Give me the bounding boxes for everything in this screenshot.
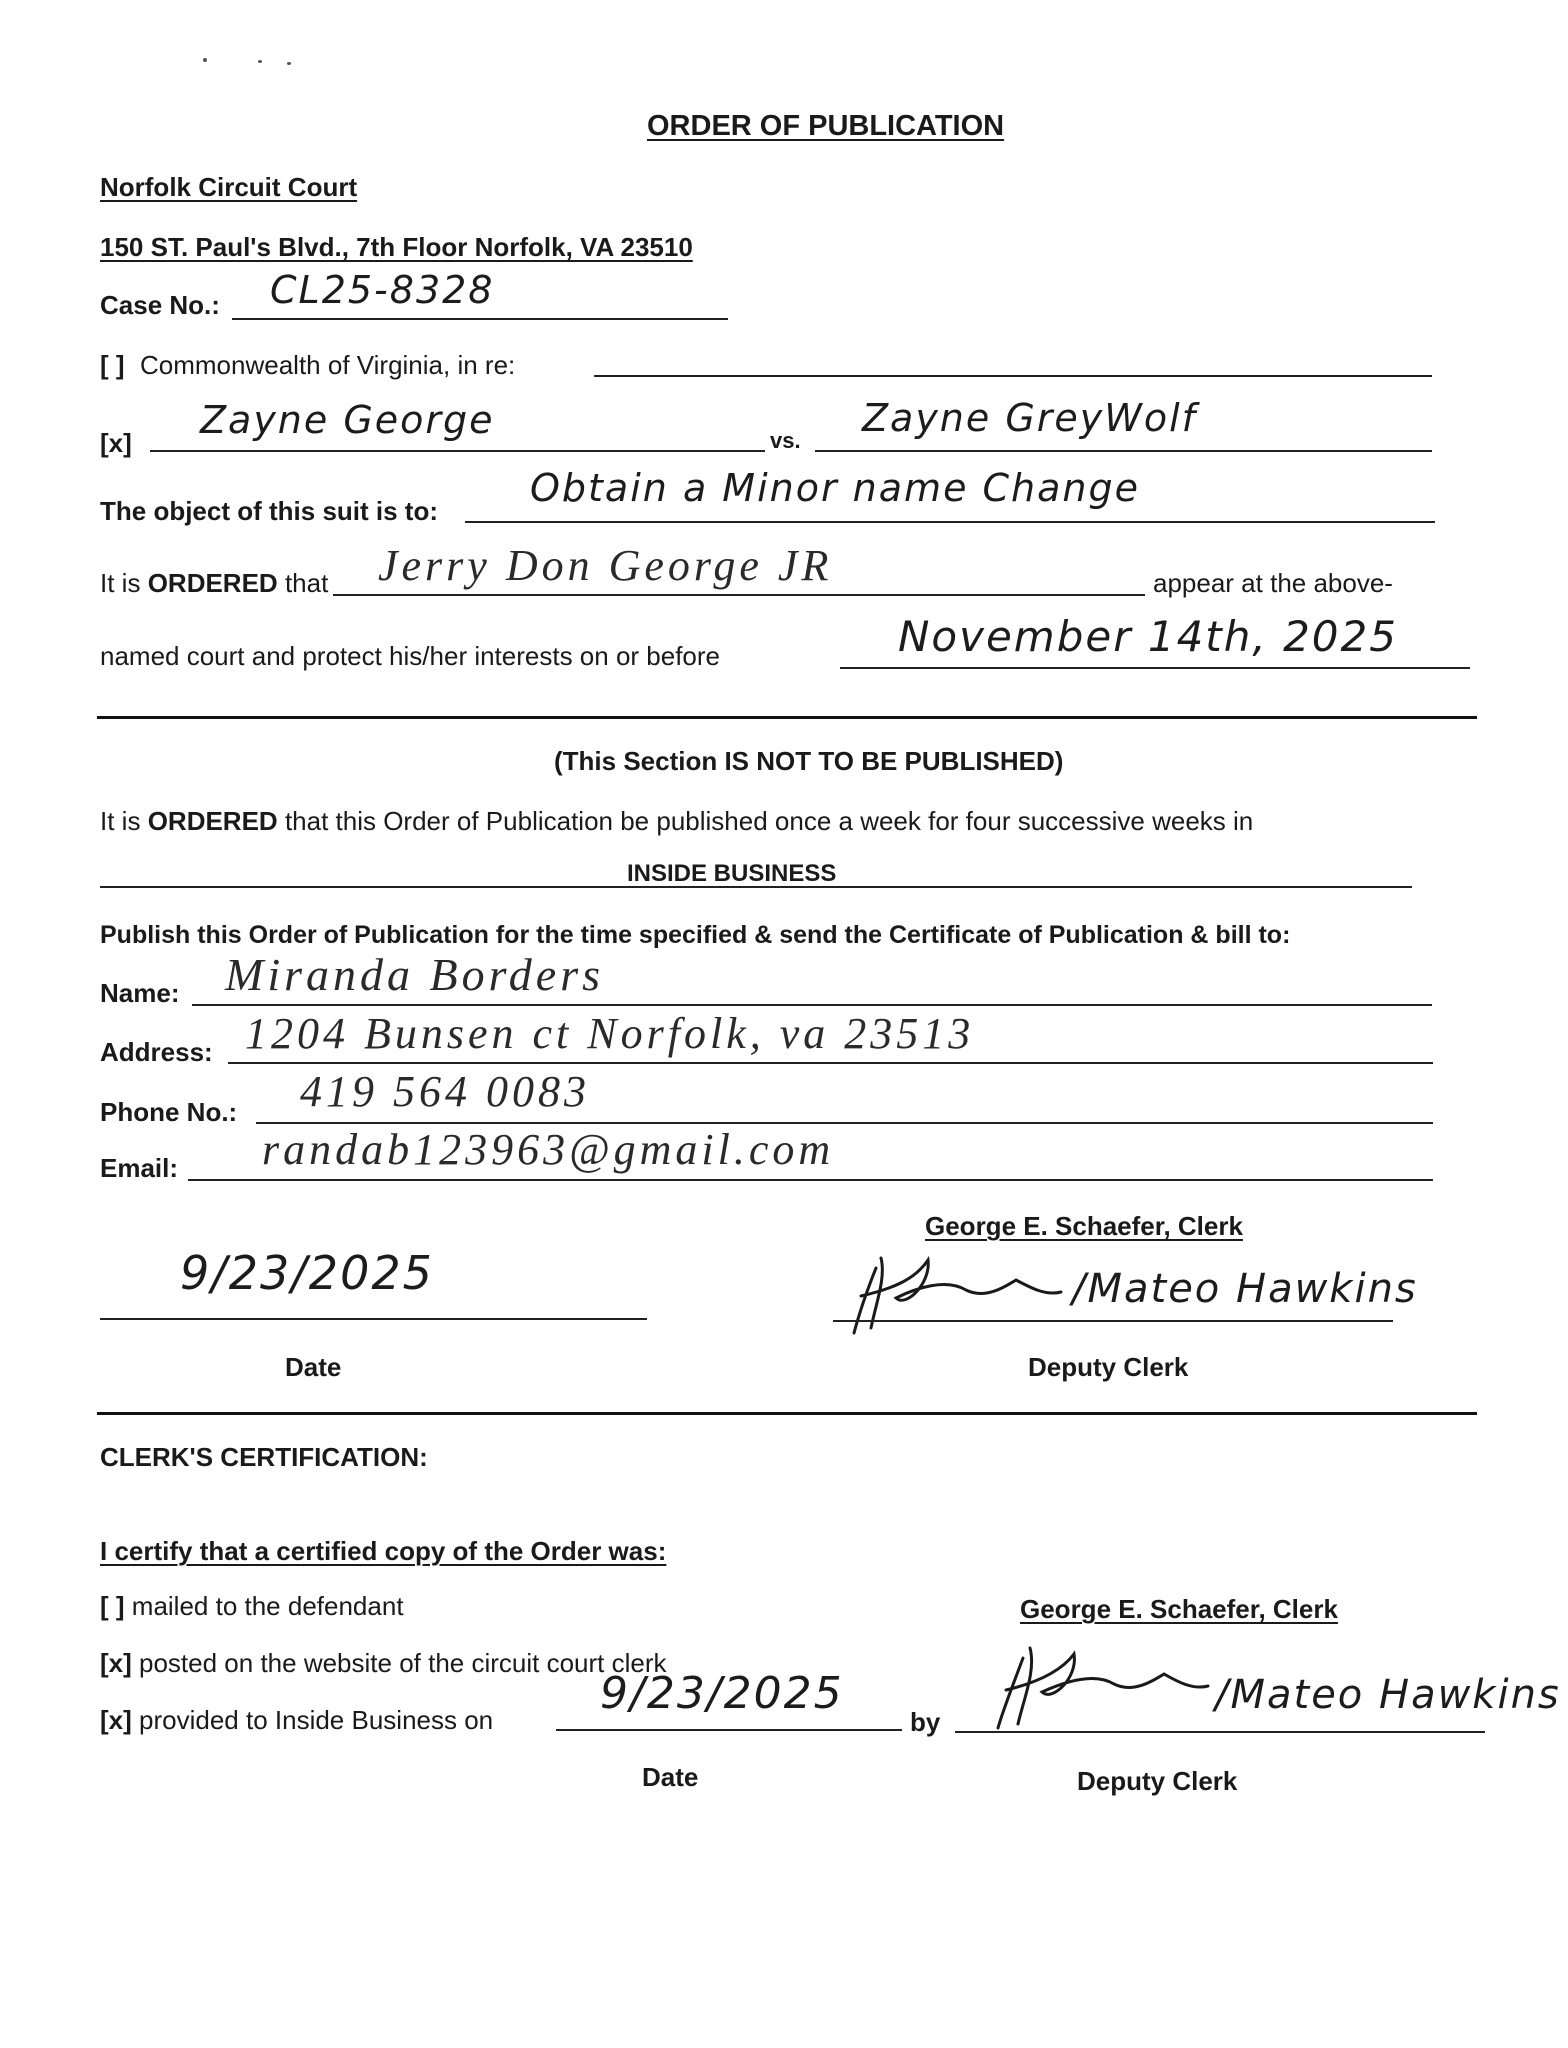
court-address: 150 ST. Paul's Blvd., 7th Floor Norfolk, VA 23510: [100, 232, 693, 262]
email-line: [188, 1179, 1433, 1181]
order-date-line: [100, 1318, 647, 1320]
signature-scribble-2: [978, 1640, 1228, 1732]
contact-name: Miranda Borders: [225, 949, 605, 1000]
appear-date-line: [840, 667, 1470, 669]
commonwealth-checkbox: [ ]: [100, 350, 125, 380]
clerk-name-2: George E. Schaefer, Clerk: [1020, 1594, 1338, 1624]
cert-checkbox-mailed: [ ]: [100, 1591, 125, 1621]
contact-address: 1204 Bunsen ct Norfolk, va 23513: [245, 1009, 975, 1058]
deputy-label-2: Deputy Clerk: [1077, 1766, 1238, 1796]
case-number-line: [232, 318, 728, 320]
by-label: by: [910, 1707, 941, 1737]
deputy-signature-2: [978, 1640, 1228, 1732]
cert-text-mailed: mailed to the defendant: [131, 1591, 404, 1621]
ordered-party-name: Jerry Don George JR: [378, 541, 833, 590]
publish-order-rest: that this Order of Publication be published once a week for four successive weeks in: [284, 806, 1254, 836]
case-number-label: Case No.:: [100, 290, 220, 320]
ordered-prefix: It is: [100, 568, 141, 598]
deputy-name-2-text: Mateo Hawkins: [1230, 1672, 1561, 1718]
ordered-suffix: appear at the above-: [1153, 568, 1393, 598]
order-date-label: Date: [285, 1352, 342, 1382]
ordered-sentence: [100, 568, 328, 599]
clerk-name-1: George E. Schaefer, Clerk: [925, 1211, 1243, 1241]
cert-checkbox-posted: [x]: [100, 1648, 132, 1678]
scan-speck: [203, 58, 207, 62]
commonwealth-line: [594, 375, 1432, 377]
ordered-line-2: named court and protect his/her interests on or before: [100, 641, 721, 671]
section-divider: [97, 716, 1477, 719]
defendant-line: [815, 450, 1432, 452]
contact-email: randab123963@gmail.com: [262, 1125, 835, 1174]
name-label: Name:: [100, 978, 180, 1008]
court-name: Norfolk Circuit Court: [100, 172, 358, 202]
plaintiff-name: Zayne George: [200, 398, 495, 442]
versus-label: vs.: [770, 428, 801, 453]
deputy-name-1-text: Mateo Hawkins: [1087, 1266, 1418, 1312]
cert-text-provided: provided to Inside Business on: [139, 1705, 494, 1735]
cert-item-provided: [100, 1705, 493, 1736]
publication-name: INSIDE BUSINESS: [627, 860, 837, 887]
parties-checkbox: [x]: [100, 428, 132, 458]
publish-order-bold: ORDERED: [147, 806, 278, 836]
object-line: [465, 521, 1435, 523]
address-line: [228, 1062, 1433, 1064]
deputy-signature-line-1: [833, 1320, 1393, 1322]
cert-checkbox-provided: [x]: [100, 1705, 132, 1735]
email-label: Email:: [100, 1153, 179, 1183]
ordered-that: that: [284, 568, 329, 598]
commonwealth-label: Commonwealth of Virginia, in re:: [140, 350, 516, 380]
phone-label: Phone No.:: [100, 1097, 238, 1127]
cert-item-posted: [100, 1648, 667, 1679]
object-label: The object of this suit is to:: [100, 496, 438, 526]
publish-order-prefix: It is: [100, 806, 141, 836]
certification-heading: CLERK'S CERTIFICATION:: [100, 1442, 428, 1472]
defendant-name: Zayne GreyWolf: [862, 396, 1198, 440]
provided-date-value: 9/23/2025: [600, 1668, 844, 1719]
case-number-value: CL25-8328: [270, 268, 495, 312]
plaintiff-line: [150, 450, 765, 452]
appear-by-date: November 14th, 2025: [898, 612, 1398, 661]
certification-divider: [97, 1412, 1477, 1415]
provided-date-label: Date: [642, 1762, 699, 1792]
page-title: ORDER OF PUBLICATION: [647, 110, 1005, 142]
address-label: Address:: [100, 1037, 213, 1067]
not-published-heading: (This Section IS NOT TO BE PUBLISHED): [554, 746, 1064, 776]
ordered-bold: ORDERED: [147, 568, 278, 598]
deputy-name-2: /Mateo Hawkins: [1215, 1672, 1561, 1718]
scan-speck: [258, 60, 262, 63]
deputy-signature-1: [836, 1248, 1086, 1338]
cert-text-posted: posted on the website of the circuit court clerk: [139, 1648, 667, 1678]
order-date-value: 9/23/2025: [180, 1246, 434, 1300]
provided-date-line: [556, 1729, 902, 1731]
contact-phone: 419 564 0083: [300, 1067, 590, 1116]
scan-speck: [287, 62, 291, 65]
ordered-name-line: [333, 594, 1145, 596]
deputy-name-1: /Mateo Hawkins: [1072, 1266, 1418, 1312]
object-value: Obtain a Minor name Change: [530, 466, 1141, 510]
certification-statement: I certify that a certified copy of the Order was:: [100, 1536, 667, 1566]
name-line: [192, 1004, 1432, 1006]
deputy-label-1: Deputy Clerk: [1028, 1352, 1189, 1382]
signature-scribble-1: [836, 1248, 1086, 1338]
cert-item-mailed: [100, 1591, 404, 1622]
publish-order-sentence: [100, 806, 1253, 837]
send-to-heading: Publish this Order of Publication for the time specified & send the Certificate of Publication & bill to:: [100, 921, 1291, 949]
